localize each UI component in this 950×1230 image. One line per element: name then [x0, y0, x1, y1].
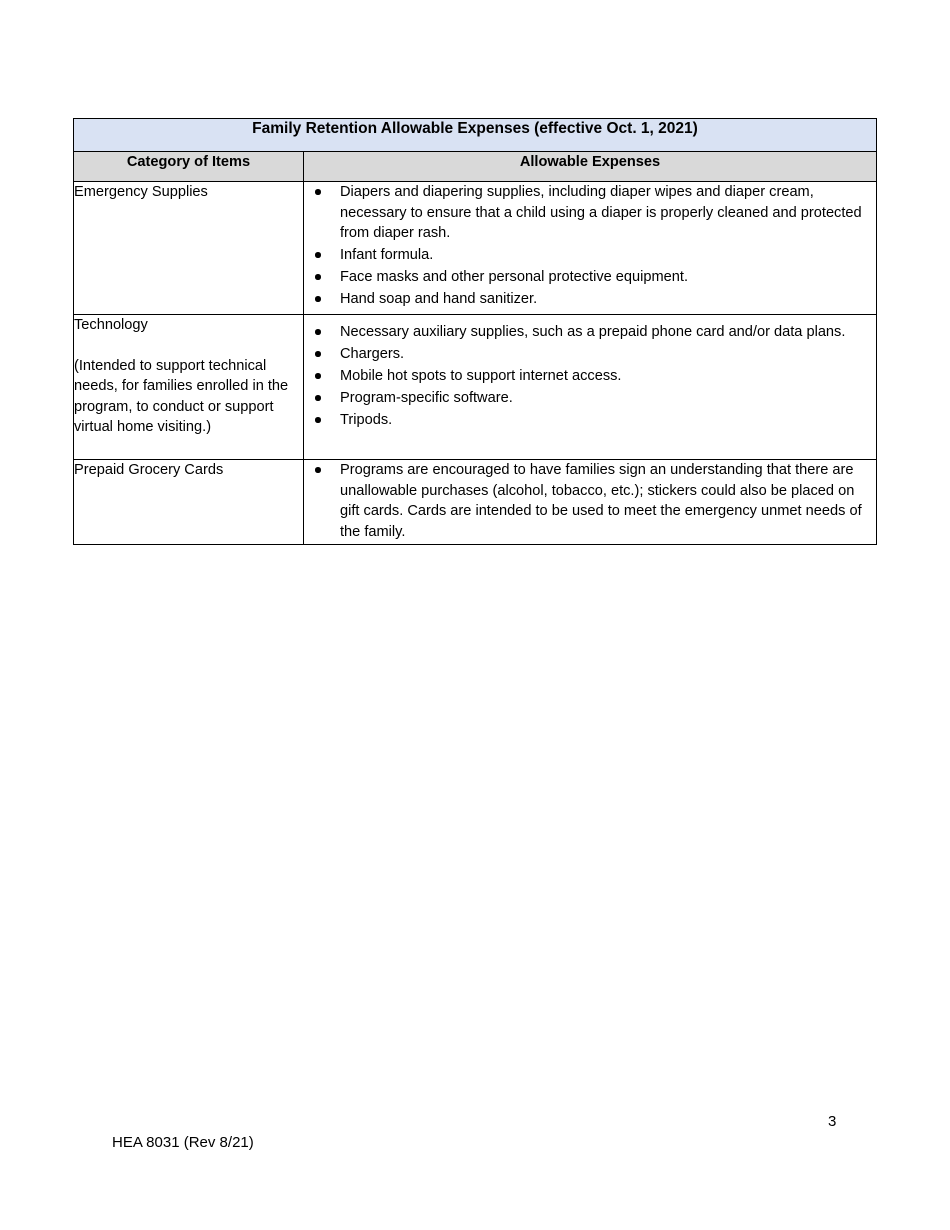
expense-list	[304, 460, 876, 542]
expense-item: Infant formula.	[304, 245, 876, 266]
expense-item: Chargers.	[304, 344, 876, 365]
allowable-expenses-table	[73, 118, 877, 545]
expense-list	[304, 322, 876, 431]
column-header-category: Category of Items	[74, 152, 304, 182]
category-label: Emergency Supplies	[74, 184, 208, 200]
page-number: 3	[828, 1113, 837, 1130]
expense-item: Programs are encouraged to have families sign an understanding that there are unallowable purchases (alcohol, tobacco, etc.); stickers could also be placed on gift cards. Cards are intended to be used to meet the emergency unmet needs of the family.	[304, 460, 876, 542]
expense-item: Hand soap and hand sanitizer.	[304, 289, 876, 310]
expense-list	[304, 182, 876, 310]
column-header-expenses: Allowable Expenses	[304, 152, 877, 182]
expenses-cell	[304, 315, 877, 460]
expense-item: Mobile hot spots to support internet access.	[304, 366, 876, 387]
category-cell	[74, 460, 304, 545]
table-title: Family Retention Allowable Expenses (effective Oct. 1, 2021)	[74, 119, 877, 152]
expense-item: Face masks and other personal protective equipment.	[304, 267, 876, 288]
expense-item: Tripods.	[304, 410, 876, 431]
expense-item: Program-specific software.	[304, 388, 876, 409]
table-row-emergency-supplies	[74, 182, 877, 315]
expenses-cell	[304, 460, 877, 545]
category-cell	[74, 315, 304, 460]
category-label: Prepaid Grocery Cards	[74, 462, 224, 478]
expenses-cell	[304, 182, 877, 315]
expense-item: Diapers and diapering supplies, including diaper wipes and diaper cream, necessary to ensure that a child using a diaper is properly cleaned and protected from diaper rash.	[304, 182, 876, 244]
expense-item: Necessary auxiliary supplies, such as a prepaid phone card and/or data plans.	[304, 322, 876, 343]
category-note: (Intended to support technical needs, for families enrolled in the program, to conduct or support virtual home visiting.)	[74, 357, 289, 435]
category-cell	[74, 182, 304, 315]
footer-form-id: HEA 8031 (Rev 8/21)	[112, 1134, 254, 1151]
table-row-prepaid-grocery-cards	[74, 460, 877, 545]
table-row-technology	[74, 315, 877, 460]
category-label: Technology	[74, 317, 148, 333]
